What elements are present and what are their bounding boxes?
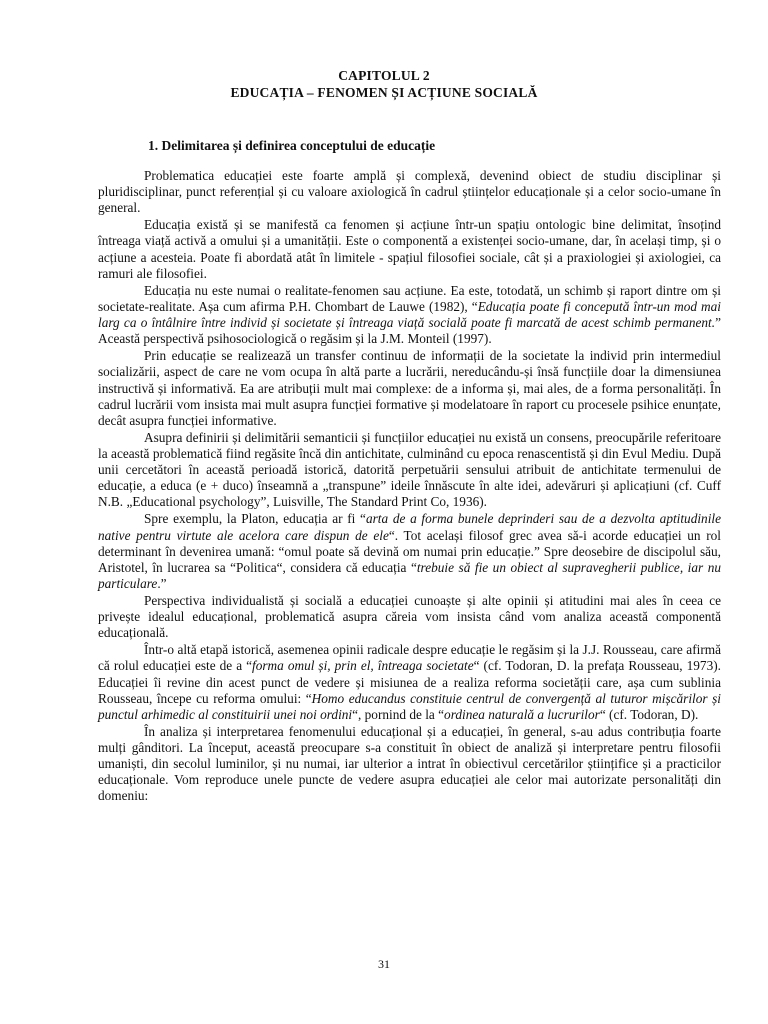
italic-quote: forma omul și, prin el, întreaga societate	[252, 658, 474, 674]
text-run: În analiza și interpretarea fenomenului educațional și a educației, în general, s-au adus contribuția foarte mulți gânditori. La început, această preocupare s-a constituit în obiect de analiză și interpretare pentru filosofii umaniști, din secolul luminilor, și nu numai, iar ulterior a intrat în obiectivul cercetărilor științifice și a practicilor educaționale. Vom reproduce unele puncte de vedere asupra educației ale celor mai autorizate personalități din domeniu:	[98, 723, 721, 804]
text-run: Perspectiva individualistă și socială a educației cunoaște și alte opinii și atitudini mai ales în ceea ce privește idealul educațional, problematică asupra căreia vom insista când vom analiza această componentă educațională.	[98, 593, 721, 641]
paragraph	[98, 511, 721, 591]
text-run: Problematica educației este foarte amplă și complexă, devenind obiect de studiu disciplinar și pluridisciplinar, punct referențial și cu valoare axiologică în cadrul științelor educaționale și a celor socio-umane în general.	[98, 168, 721, 216]
paragraph	[98, 642, 721, 722]
italic-quote: ordinea naturală a lucrurilor	[444, 706, 600, 722]
paragraph	[98, 348, 721, 428]
text-run: Prin educație se realizează un transfer continuu de informații de la societate la individ prin intermediul socializării, aspect de care ne vom ocupa în altă parte a lucrării, nereducându-și însă funcțiile doar la dimensiunea instructivă și informativă. Ea are atribuții mult mai complexe: de a informa și, mai ales, de a forma personalități. În cadrul lucrării vom insista mai mult asupra funcției formative și modelatoare în raport cu procesele psihice enunțate, decât asupra funcției informative.	[98, 348, 721, 428]
paragraph	[98, 724, 721, 804]
text-run: Asupra definirii și delimitării semanticii și funcțiilor educației nu există un consens, preocupările referitoare la această problematică fiind regăsite încă din antichitate, culminând cu epoca renascentistă și din Evul Mediu. După unii cercetători în această perioadă istorică, datorită perpetuării sensului atribuit de antichitate termenului de educație, a educa (e + duco) înseamnă a „transpune” ideile înnăscute în alte idei, adevăruri și aplicațiuni (cf. Cuff N.B. „Educational psychology”, Luisville, The Standard Print Co, 1936).	[98, 429, 721, 510]
italic-quote: Educația poate fi concepută într-un mod mai larg ca o întâlnire între individ și societate și întreaga viață socială poate fi marcată de acest schimb permanent.	[98, 298, 721, 331]
chapter-title: EDUCAȚIA – FENOMEN ȘI ACȚIUNE SOCIALĂ	[230, 85, 538, 100]
text-run: “ (cf. Todoran, D).	[599, 706, 699, 722]
text-run: “ (cf. Todoran, D. la prefața Rousseau, 1973). Educației îi revine din acest punct de vedere și misiunea de a realiza reforma societății care, așa cum sublinia Rousseau, începe cu reforma omului: “	[98, 658, 721, 706]
italic-quote: arta de a forma bunele deprinderi sau de a dezvolta aptitudinile native pentru virtute ale acelora care dispun de ele	[98, 511, 721, 543]
text-run: .”	[157, 575, 167, 591]
paragraph	[98, 217, 721, 281]
paragraph	[98, 430, 721, 510]
text-run: Educația nu este numai o realitate-fenomen sau acțiune. Ea este, totodată, un schimb și raport dintre om și societate-realitate. Așa cum afirma P.H. Chombart de Lauwe (1982), “	[98, 282, 721, 314]
text-run: “. Tot același filosof grec avea să-i acorde educației un rol determinant în devenirea umană: “omul poate să devină om numai prin educație.” Spre deosebire de discipolul său, Aristotel, în lucrarea sa “Politica“, considera că educația “	[98, 527, 722, 575]
text-run: Într-o altă etapă istorică, asemenea opinii radicale despre educație le regăsim și la J.J. Rousseau, care afirmă că rolul educației este de a “	[98, 642, 721, 674]
body-text	[98, 168, 721, 804]
paragraph	[98, 168, 721, 216]
italic-quote: trebuie să fie un obiect al supravegherii publice, iar nu particulare	[98, 559, 721, 591]
italic-quote: Homo educandus constituie centrul de convergență al tuturor mișcărilor și punctul arhimedic al constituirii unei noi ordini	[98, 690, 721, 722]
text-run: ” Această perspectivă psihosociologică o regăsim și la J.M. Monteil (1997).	[98, 315, 721, 347]
chapter-label: CAPITOLUL 2	[338, 68, 430, 83]
paragraph	[98, 593, 721, 641]
text-run: Spre exemplu, la Platon, educația ar fi “	[144, 511, 366, 527]
paragraph	[98, 283, 721, 347]
section-heading: 1. Delimitarea și definirea conceptului de educație	[148, 138, 436, 153]
text-run: “, pornind de la “	[352, 706, 445, 722]
text-run: Educația există și se manifestă ca fenomen și acțiune într-un spațiu ontologic bine delimitat, însoțind întreaga viață activă a omului și a umanității. Este o componentă a existenței socio-umane, dar, în același timp, și o acțiune a acesteia. Poate fi abordată atât în limitele - spațiul filosofiei sociale, cât și a praxiologiei și axiologiei, ca ramuri ale filosofiei.	[98, 217, 721, 281]
page-number: 31	[378, 957, 390, 971]
